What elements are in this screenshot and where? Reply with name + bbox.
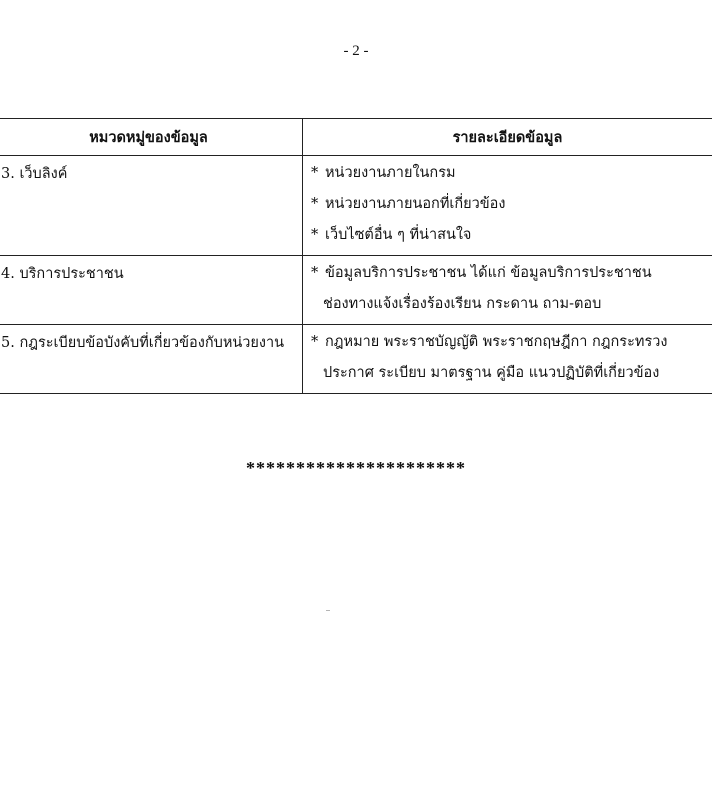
scan-speck (326, 610, 330, 611)
page-number: - 2 - (343, 43, 369, 59)
bullet-mark: * (311, 165, 319, 181)
detail-item (311, 220, 708, 251)
details-cell (303, 156, 712, 256)
detail-continuation: ช่องทางแจ้งเรื่องร้องเรียน กระดาน ถาม-ตอบ (323, 296, 602, 312)
detail-item (311, 327, 708, 358)
detail-text: เว็บไซต์อื่น ๆ ที่น่าสนใจ (325, 227, 472, 243)
detail-text: หน่วยงานภายนอกที่เกี่ยวข้อง (325, 196, 506, 212)
category-cell: 5. กฎระเบียบข้อบังคับที่เกี่ยวข้องกับหน่วยงาน (0, 325, 303, 394)
bullet-mark: * (311, 265, 319, 281)
detail-item (311, 158, 708, 189)
table-row (0, 325, 712, 394)
detail-text: หน่วยงานภายในกรม (325, 165, 456, 181)
detail-text: ข้อมูลบริการประชาชน ได้แก่ ข้อมูลบริการประชาชน (325, 265, 652, 281)
table-row (0, 256, 712, 325)
details-cell (303, 325, 712, 394)
category-cell: 4. บริการประชาชน (0, 256, 303, 325)
detail-item (311, 189, 708, 220)
header-details: รายละเอียดข้อมูล (303, 119, 712, 156)
table-row (0, 156, 712, 256)
detail-text: กฎหมาย พระราชบัญญัติ พระราชกฤษฎีกา กฎกระทรวง (325, 334, 668, 350)
detail-item (311, 258, 708, 289)
bullet-mark: * (311, 227, 319, 243)
information-category-table (0, 118, 712, 394)
end-of-document-marker: ********************** (246, 458, 466, 478)
table-header-row (0, 119, 712, 156)
category-cell: 3. เว็บลิงค์ (0, 156, 303, 256)
bullet-mark: * (311, 196, 319, 212)
detail-continuation: ประกาศ ระเบียบ มาตรฐาน คู่มือ แนวปฏิบัติที่เกี่ยวข้อง (323, 365, 660, 381)
details-cell (303, 256, 712, 325)
bullet-mark: * (311, 334, 319, 350)
header-category: หมวดหมู่ของข้อมูล (0, 119, 303, 156)
